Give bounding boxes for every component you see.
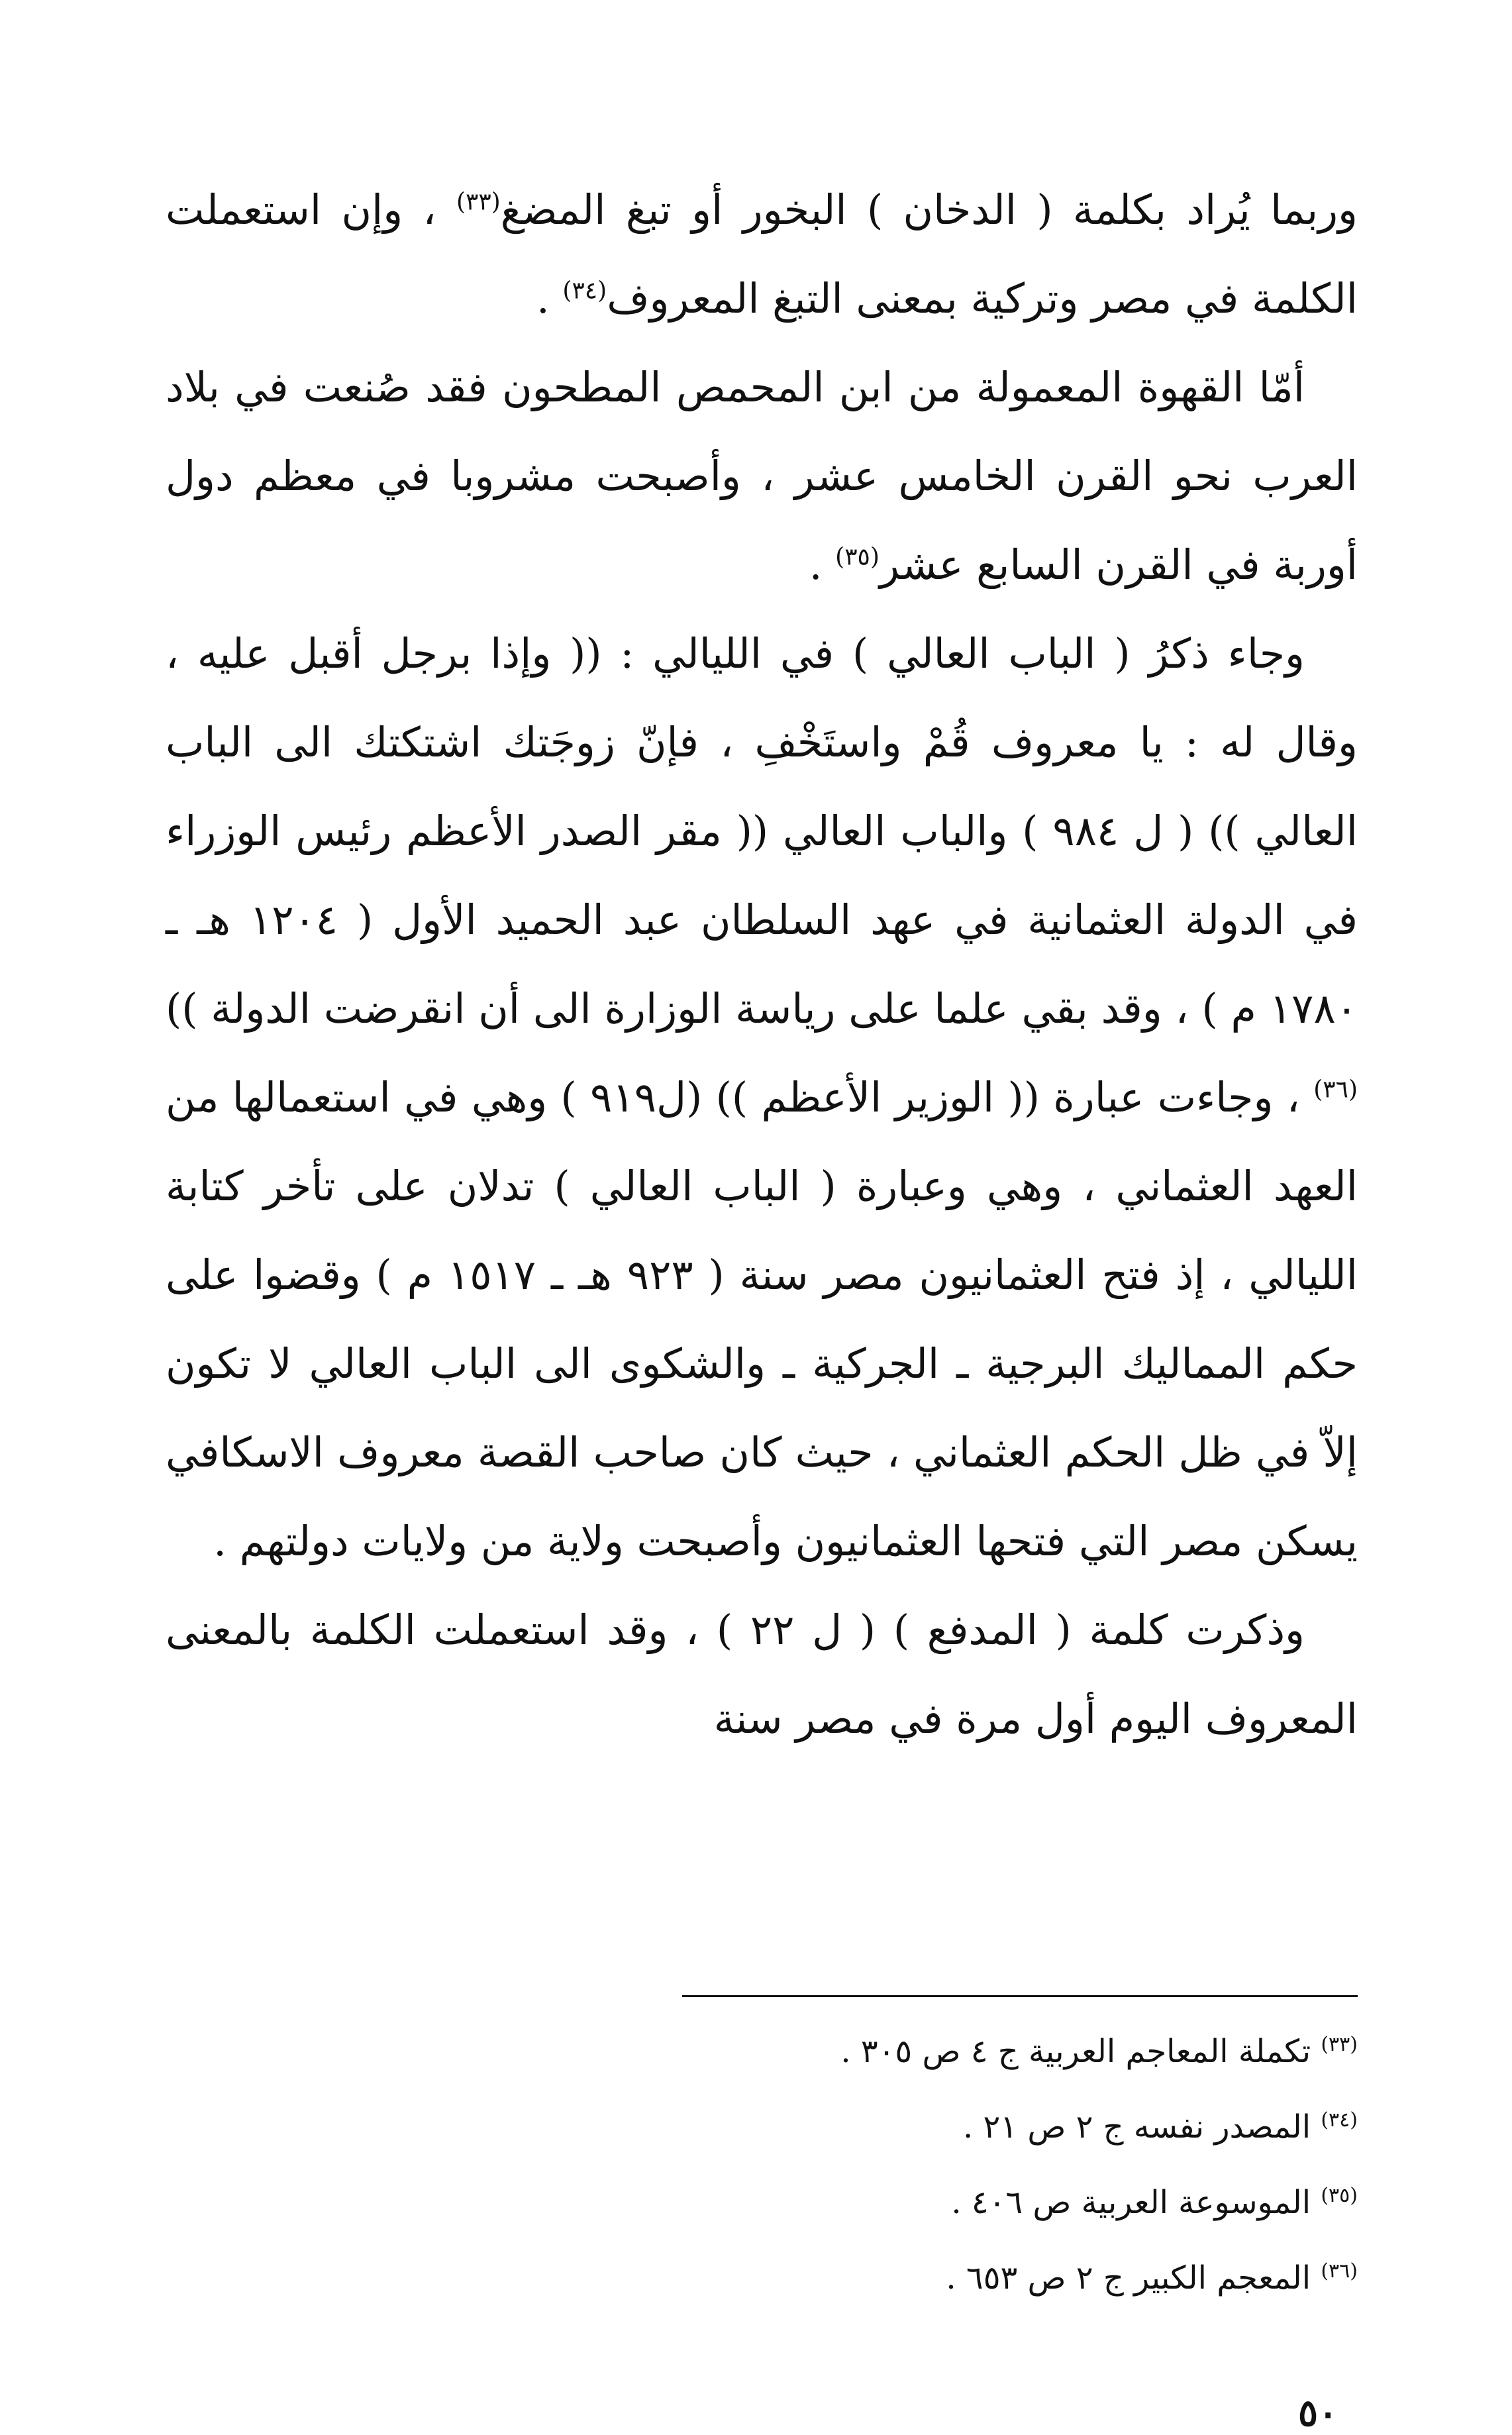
body-text bbox=[166, 166, 1358, 1763]
text-run: ، وجاءت عبارة (( الوزير الأعظم )) (ل٩١٩ ) وهي في استعمالها من العهد العثماني ، وهي وعبارة ( الباب العالي ) تدلان على تأخر كتابة الليالي ، إذ فتح العثمانيون مصر سنة ( ٩٢٣ هـ ـ ١٥١٧ م ) وقضوا على حكم المماليك البرجية ـ الجركية ـ والشكوى الى الباب العالي لا تكون إلاّ في ظل الحكم العثماني ، حيث كان صاحب القصة معروف الاسكافي يسكن مصر التي فتحها العثمانيون وأصبحت ولاية من ولايات دولتهم . bbox=[166, 1073, 1358, 1565]
footnote-ref-36: (٣٦) bbox=[1313, 1076, 1358, 1104]
footnote-ref-33: (٣٣) bbox=[456, 188, 501, 216]
footnote-number: (٣٤) bbox=[1321, 2108, 1358, 2132]
footnote-text: المصدر نفسه ج ٢ ص ٢١ . bbox=[962, 2108, 1311, 2146]
footnote-36 bbox=[166, 2240, 1358, 2316]
text-run: وربما يُراد بكلمة ( الدخان ) البخور أو تبغ المضغ bbox=[500, 185, 1358, 234]
footnote-divider bbox=[682, 1995, 1358, 1997]
footnote-number: (٣٣) bbox=[1321, 2033, 1358, 2056]
text-run: . bbox=[809, 541, 836, 589]
text-run: أمّا القهوة المعمولة من ابن المحمص المطحون فقد صُنعت في بلاد العرب نحو القرن الخامس عشر ، وأصبحت مشروبا في معظم دول أوربة في القرن السابع عشر bbox=[166, 363, 1358, 589]
footnote-text: الموسوعة العربية ص ٤٠٦ . bbox=[951, 2184, 1311, 2221]
paragraph-2 bbox=[166, 343, 1358, 609]
footnote-text: تكملة المعاجم العربية ج ٤ ص ٣٠٥ . bbox=[840, 2033, 1311, 2070]
footnote-35 bbox=[166, 2165, 1358, 2240]
footnote-number: (٣٥) bbox=[1321, 2184, 1358, 2207]
book-page bbox=[166, 166, 1358, 2435]
footnote-34 bbox=[166, 2089, 1358, 2165]
text-run: وذكرت كلمة ( المدفع ) ( ل ٢٢ ) ، وقد استعملت الكلمة بالمعنى المعروف اليوم أول مرة في مصر سنة bbox=[166, 1606, 1358, 1743]
text-run: . bbox=[536, 274, 563, 323]
footnote-ref-35: (٣٥) bbox=[835, 543, 880, 571]
footnote-number: (٣٦) bbox=[1321, 2259, 1358, 2283]
paragraph-3 bbox=[166, 609, 1358, 1586]
text-run: ، وإن استعملت الكلمة في مصر وتركية بمعنى التبغ المعروف bbox=[166, 185, 1358, 323]
text-run: وجاء ذكرُ ( الباب العالي ) في الليالي : (( وإذا برجل أقبل عليه ، وقال له : يا معروف قُمْ واستَخْفِ ، فإنّ زوجَتك اشتكتك الى الباب العالي )) ( ل ٩٨٤ ) والباب العالي (( مقر الصدر الأعظم رئيس الوزراء في الدولة العثمانية في عهد السلطان عبد الحميد الأول ( ١٢٠٤ هـ ـ ١٧٨٠ م ) ، وقد بقي علما على رياسة الوزارة الى أن انقرضت الدولة )) bbox=[166, 629, 1358, 1033]
page-number: ٥٠ bbox=[1298, 2391, 1338, 2435]
footnote-ref-34: (٣٤) bbox=[562, 277, 607, 305]
paragraph-1 bbox=[166, 166, 1358, 343]
footnote-33 bbox=[166, 2014, 1358, 2089]
footnote-text: المعجم الكبير ج ٢ ص ٦٥٣ . bbox=[946, 2259, 1311, 2297]
paragraph-4 bbox=[166, 1586, 1358, 1763]
footnotes bbox=[166, 2014, 1358, 2316]
